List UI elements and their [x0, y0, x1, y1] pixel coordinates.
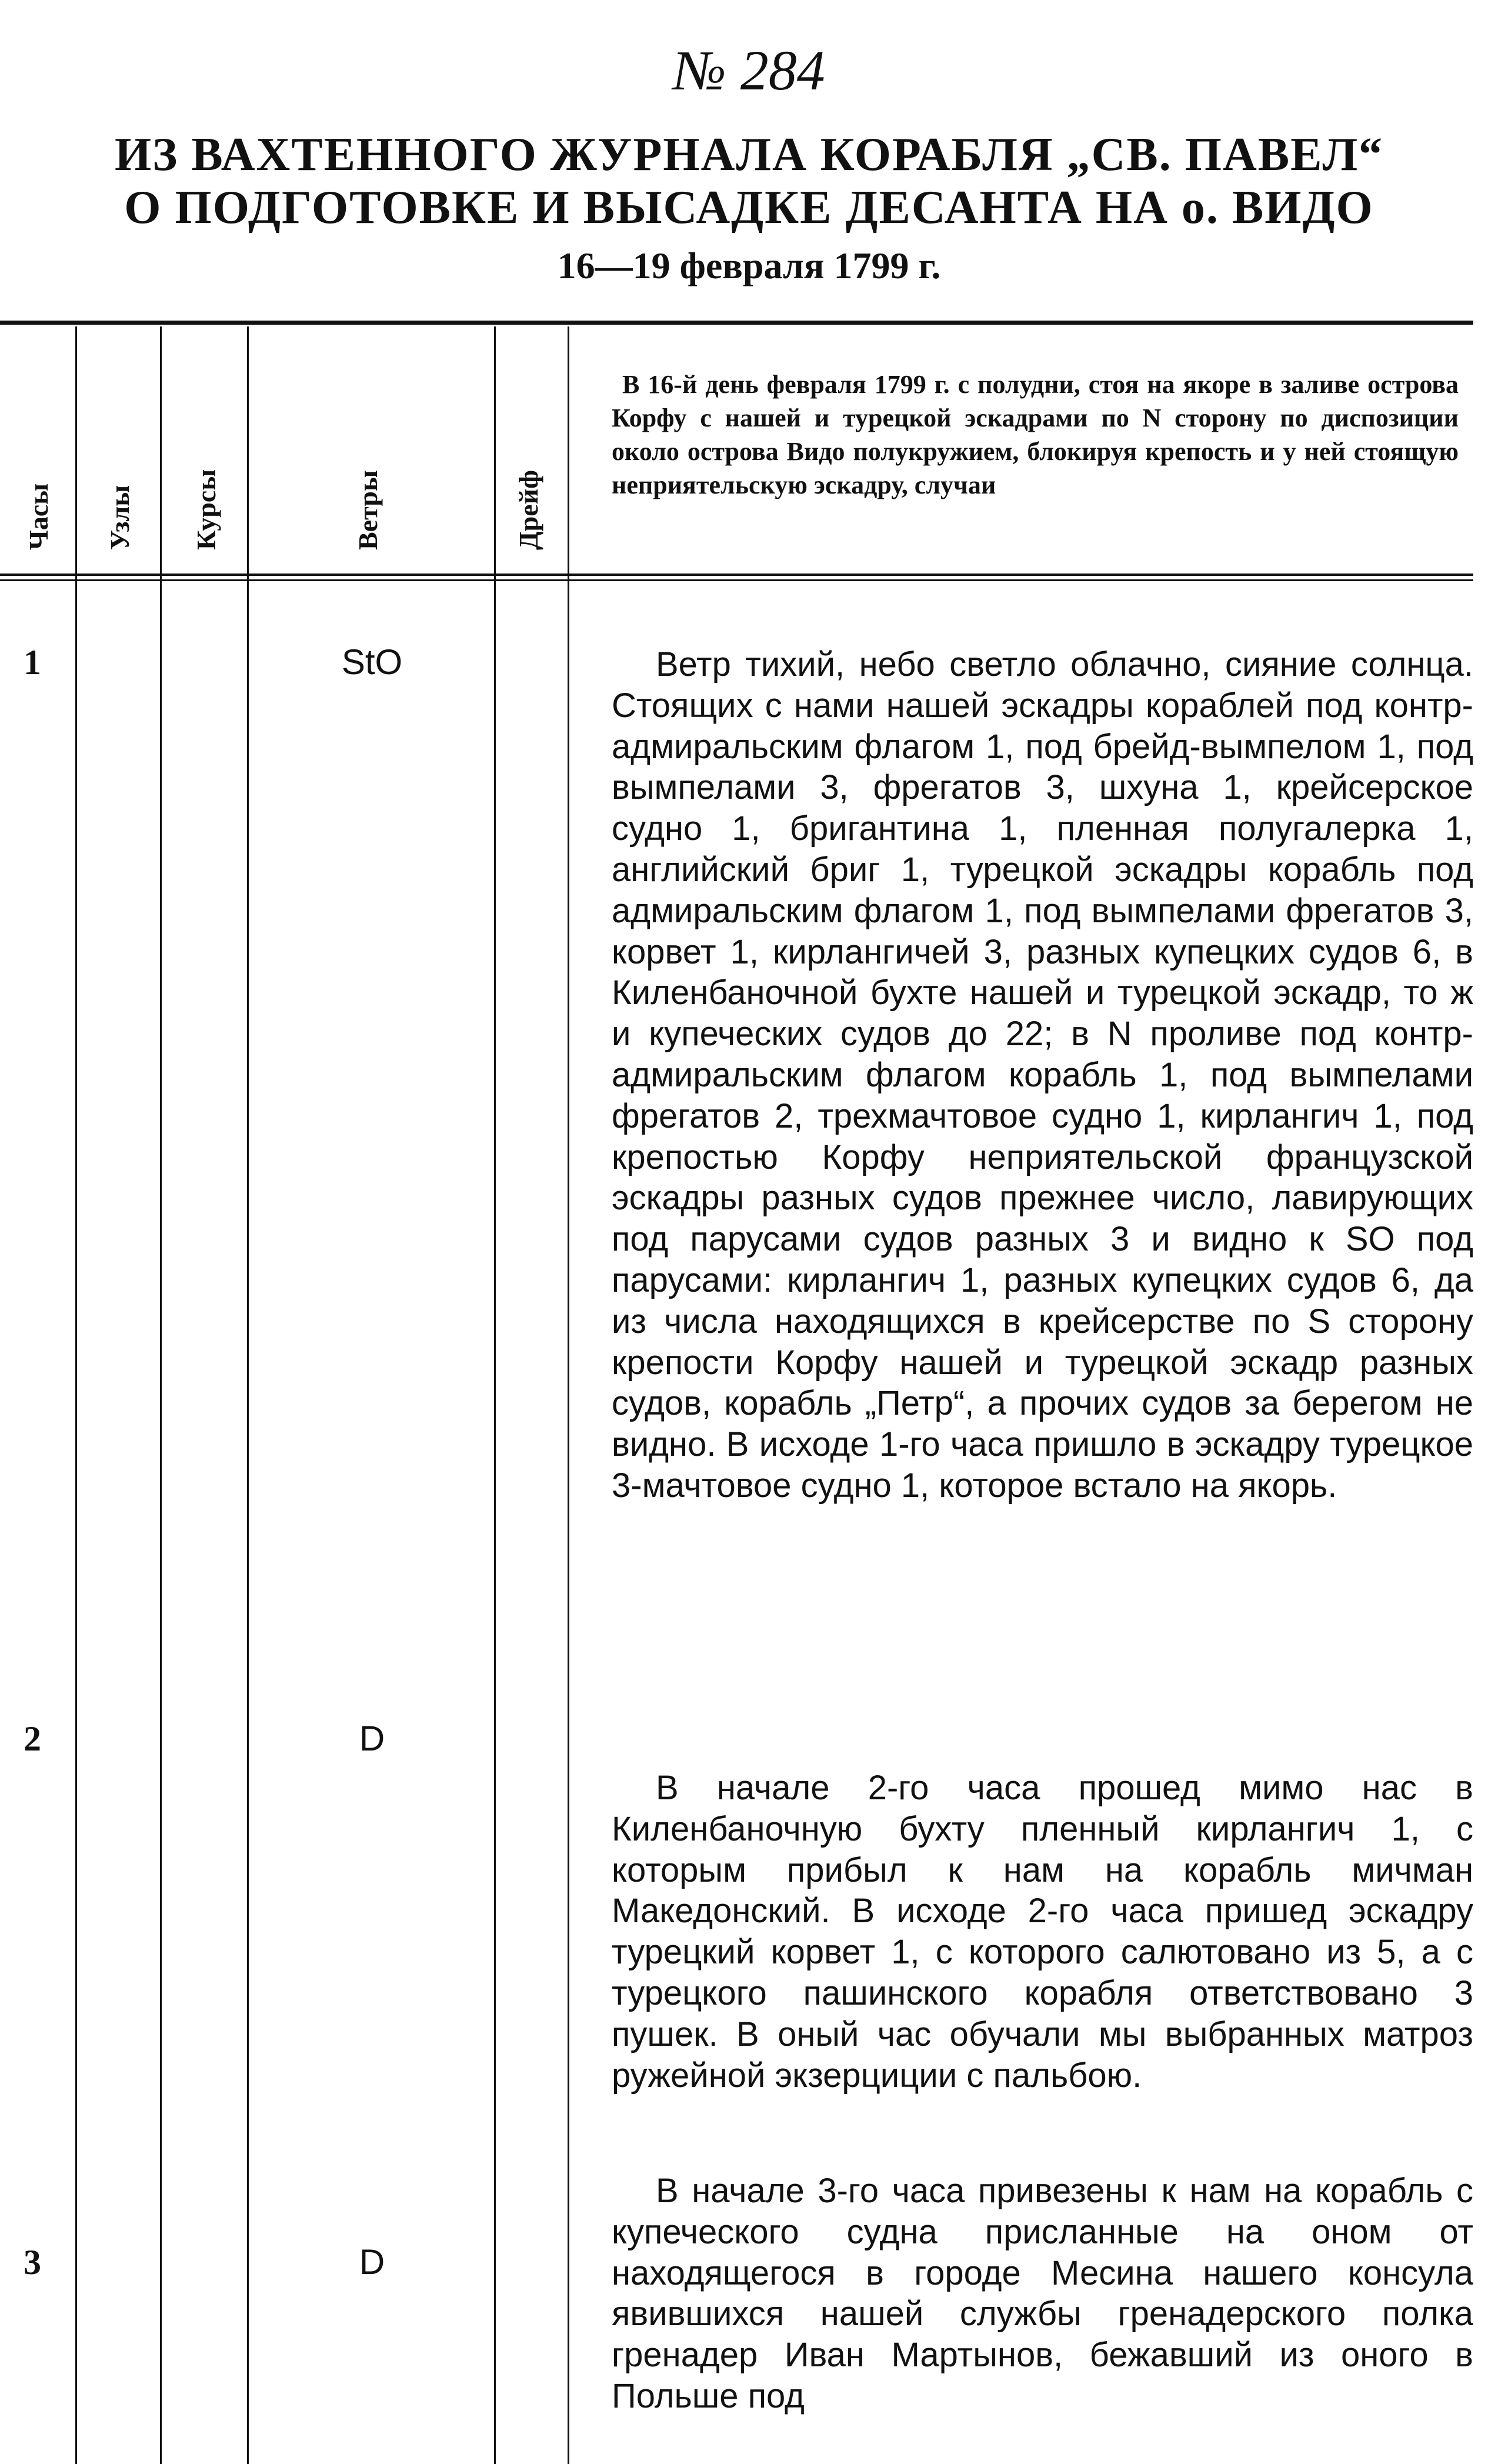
document-date: 16—19 февраля 1799 г.: [557, 245, 941, 286]
column-header-drift: Дрейф: [513, 470, 543, 550]
column-divider: [160, 326, 162, 2464]
column-divider: [75, 326, 77, 2464]
row-wind-2: D: [359, 1719, 385, 1758]
journal-intro-text: В 16-й день февраля 1799 г. с полудни, стоя на якоре в заливе острова Корфу с нашей и турецкой эскадрами по N сторону по диспозиции около острова Видо полукружием, блокируя крепость и у ней стоящую неприятельскую эскадру, случаи: [612, 370, 1459, 499]
row-hour-3: 3: [24, 2243, 41, 2282]
row-hour-2: 2: [24, 1719, 41, 1758]
column-divider: [494, 326, 496, 2464]
column-header-knots: Узлы: [105, 485, 135, 550]
row-entry-2: В начале 2-го часа прошед мимо нас в Киленбаночную бухту пленный кирлангич 1, с которым прибыл к нам на корабль мичман Македонский. В исходе 2-го часа пришед эскадру турецкий корвет 1, с которого салютовано из 5, а с турецкого пашинского корабля ответствовано 3 пушек. В оный час обучали мы выбранных матроз ружейной экзерциции с пальбою.: [612, 1769, 1473, 2095]
row-entry-1: Ветр тихий, небо светло облачно, сияние солнца. Стоящих с нами нашей эскадры кораблей под контр-адмиральским флагом 1, под брейд-вымпелом 1, под вымпелами 3, фрегатов 3, шхуна 1, крейсерское судно 1, бригантина 1, пленная полугалерка 1, английский бриг 1, турецкой эскадры корабль под адмиральским флагом 1, под вымпелами фрегатов 3, корвет 1, кирлангичей 3, разных купецких судов 6, в Киленбаночной бухте нашей и турецкой эскадр, то ж и купеческих судов до 22; в N проливе под контр-адмиральским флагом корабль 1, под вымпелами фрегатов 2, трехмачтовое судно 1, кирлангич 1, под крепостью Корфу неприятельской французской эскадры разных судов прежнее число, лавирующих под парусами судов разных 3 и видно к SO под парусами: кирлангич 1, разных купецких судов 6, да из числа находящихся в крейсерстве по S сторону крепости Корфу нашей и турецкой эскадр разных судов, корабль „Петр“, а прочих судов за берегом не видно. В исходе 1-го часа пришло в эскадру турецкое 3-мачтовое судно 1, которое встало на якорь.: [612, 645, 1473, 1505]
table-top-rule: [0, 321, 1473, 325]
column-header-winds: Ветры: [353, 470, 383, 550]
row-hour-1: 1: [24, 643, 41, 682]
column-header-hours: Часы: [24, 483, 54, 550]
journal-intro: [612, 368, 1459, 502]
document-title-line-1: ИЗ ВАХТЕННОГО ЖУРНАЛА КОРАБЛЯ „СВ. ПАВЕЛ“: [114, 129, 1384, 181]
row-wind-1: StO: [341, 642, 403, 682]
column-divider: [247, 326, 249, 2464]
document-number: № 284: [673, 39, 825, 102]
table-header-rule-2: [0, 579, 1473, 581]
row-wind-3: D: [359, 2242, 385, 2282]
table-header-rule: [0, 574, 1473, 576]
column-header-courses: Курсы: [191, 469, 221, 550]
column-divider: [568, 326, 569, 2464]
document-title-line-2: О ПОДГОТОВКЕ И ВЫСАДКЕ ДЕСАНТА НА о. ВИДО: [124, 182, 1374, 234]
row-entry-3: В начале 3-го часа привезены к нам на корабль с купеческого судна присланные на оном от находящегося в городе Месина нашего консула явившихся нашей службы гренадерского полка гренадер Иван Мартынов, бежавший из оного в Польше под: [612, 2172, 1473, 2415]
